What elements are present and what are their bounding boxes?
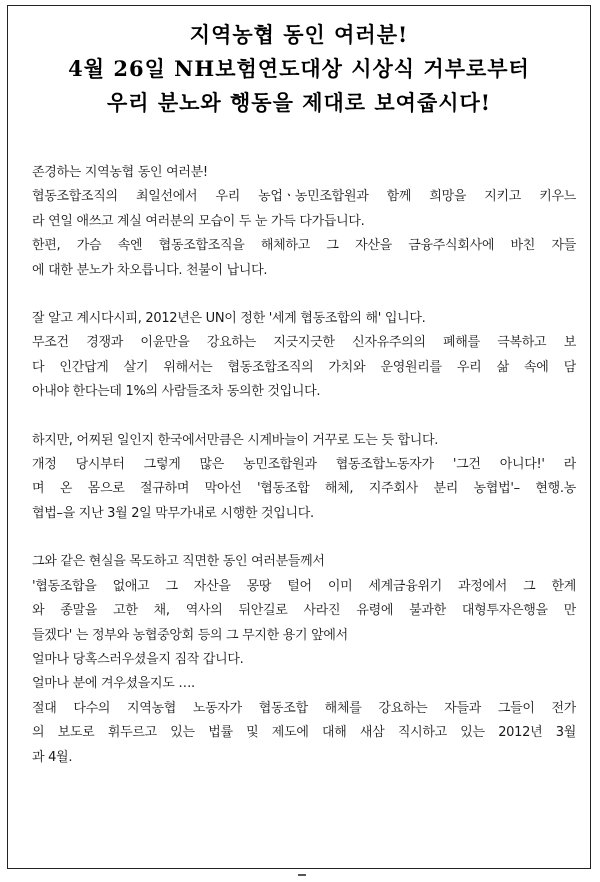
text-line: 절대 다수의 지역농협 노동자가 협동조합 해체를 강요하는 자들과 그들이 전가 (32, 700, 576, 716)
paragraph-greeting (32, 161, 576, 283)
page-tick-mark (298, 874, 306, 876)
text-line: 잘 알고 계시다시피, 2012년은 UN이 정한 '세계 협동조합의 해' 입니다. (32, 311, 426, 327)
text-line: 아내야 한다는데 1%의 사람들조차 동의한 것입니다. (32, 384, 321, 400)
text-line: 무조건 경쟁과 이윤만을 강요하는 지긋지긋한 신자유주의의 폐해를 극복하고 보 (32, 335, 576, 351)
text-line: 과 4월. (32, 749, 73, 765)
text-line: 협법–을 지난 3월 2일 막무가내로 시행한 것입니다. (32, 505, 314, 521)
text-line: 존경하는 지역농협 동인 여러분! (32, 165, 208, 180)
paragraph-reality (32, 550, 576, 770)
paragraph-cooperative-year (32, 307, 576, 405)
text-line: 들겠다' 는 정부와 농협중앙회 등의 그 무지한 용기 앞에서 (32, 627, 348, 643)
text-line: 한편, 가슴 속엔 협동조합조직을 해체하고 그 자산을 금융주식회사에 바친 자들 (32, 238, 576, 254)
text-line: 그와 같은 현실을 목도하고 직면한 동인 여러분들께서 (32, 554, 325, 570)
text-line: 개정 당시부터 그렇게 많은 농민조합원과 협동조합노동자가 '그건 아니다!' 라 (32, 457, 576, 473)
text-line: 얼마나 당혹스러우셨을지 짐작 갑니다. (32, 651, 244, 667)
headline-line-2: 4월 26일 NH보험연도대상 시상식 거부로부터 (68, 56, 530, 81)
text-line: 협동조합조직의 최일선에서 우리 농업ㆍ농민조합원과 함께 희망을 지키고 키우느 (32, 189, 576, 205)
letter-body (32, 161, 576, 770)
text-line: '협동조합을 없애고 그 자산을 몽땅 털어 이미 세계금융위기 과정에서 그 한계 (32, 578, 576, 594)
document-frame (7, 5, 591, 869)
paragraph-law-enforcement (32, 429, 576, 527)
headline (8, 18, 590, 120)
text-line: 와 종말을 고한 채, 역사의 뒤안길로 사라진 유령에 불과한 대형투자은행을 만 (32, 603, 576, 619)
headline-line-3: 우리 분노와 행동을 제대로 보여줍시다! (106, 90, 492, 115)
text-line: 다 인간답게 살기 위해서는 협동조합조직의 가치와 운영원리를 우리 삶 속에 담 (32, 359, 576, 375)
headline-line-1: 지역농협 동인 여러분! (189, 22, 409, 47)
text-line: 얼마나 분에 겨우셨을지도 …. (32, 676, 195, 692)
text-line: 에 대한 분노가 차오릅니다. 천불이 납니다. (32, 262, 268, 278)
text-line: 하지만, 어찌된 일인지 한국에서만큼은 시계바늘이 거꾸로 도는 듯 합니다. (32, 432, 439, 448)
text-line: 며 온 몸으로 절규하며 막아선 '협동조합 해체, 지주회사 분리 농협법'– 현행.농 (32, 481, 576, 497)
text-line: 의 보도로 휘두르고 있는 법률 및 제도에 대해 새삼 직시하고 있는 2012년 3월 (32, 725, 576, 741)
text-line: 라 연일 애쓰고 계실 여러분의 모습이 두 눈 가득 다가듭니다. (32, 213, 365, 229)
